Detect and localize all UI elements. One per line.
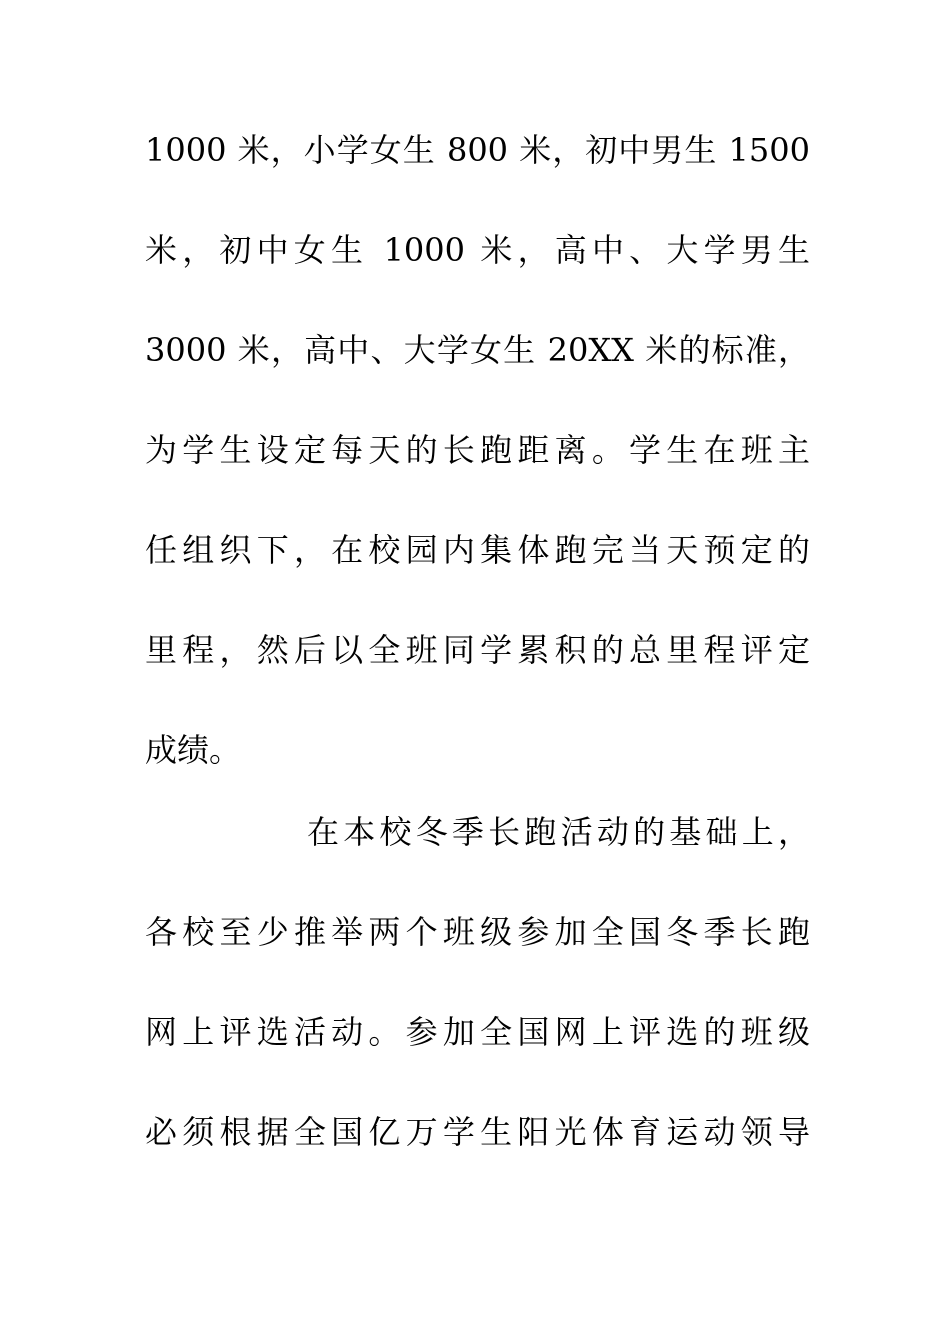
text-line-6: 里程，然后以全班同学累积的总里程评定 [145,631,810,669]
text-line-3: 3000 米，高中、大学女生 20XX 米的标准， [145,331,810,369]
text-line-4: 为学生设定每天的长跑距离。学生在班主 [145,431,810,469]
text-line-2: 米，初中女生 1000 米，高中、大学男生 [145,231,810,269]
text-line-7: 成绩。 [145,731,242,769]
text-line-1: 1000 米，小学女生 800 米，初中男生 1500 [145,131,810,169]
paragraph-start-line: 在本校冬季长跑活动的基础上， [307,813,810,851]
text-line-11: 必须根据全国亿万学生阳光体育运动领导 [145,1113,810,1151]
text-line-5: 任组织下，在校园内集体跑完当天预定的 [145,531,810,569]
text-line-9: 各校至少推举两个班级参加全国冬季长跑 [145,913,810,951]
text-line-10: 网上评选活动。参加全国网上评选的班级 [145,1013,810,1051]
